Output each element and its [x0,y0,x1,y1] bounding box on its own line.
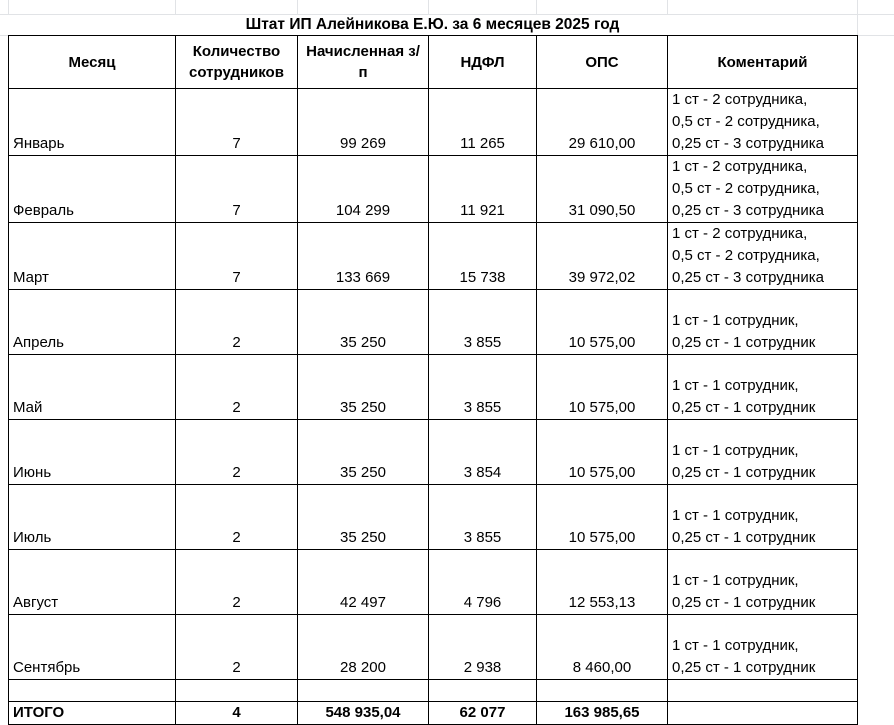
ndfl-cell[interactable]: 3 855 [429,290,537,355]
employees-cell[interactable]: 7 [176,223,298,290]
comment-line: 0,25 ст - 1 сотрудник [672,594,816,611]
month-cell[interactable]: Март [9,223,176,290]
comment-line: 1 ст - 2 сотрудника, [672,91,808,108]
comment-line: 0,5 ст - 2 сотрудника, [672,180,820,197]
ops-cell[interactable]: 10 575,00 [537,290,668,355]
month-cell[interactable]: Июнь [9,420,176,485]
table-body [9,89,858,680]
total-comment[interactable] [668,702,858,725]
comment-cell[interactable] [668,89,858,156]
comment-cell[interactable] [668,615,858,680]
total-employees[interactable]: 4 [176,702,298,725]
total-salary[interactable]: 548 935,04 [298,702,429,725]
employees-cell[interactable]: 7 [176,89,298,156]
salary-cell[interactable]: 35 250 [298,420,429,485]
header-row [9,36,858,89]
total-ndfl[interactable]: 62 077 [429,702,537,725]
ops-cell[interactable]: 10 575,00 [537,355,668,420]
comment-line: 1 ст - 1 сотрудник, [672,507,799,524]
comment-line: 0,25 ст - 1 сотрудник [672,464,816,481]
table-row [9,485,858,550]
month-cell[interactable]: Сентябрь [9,615,176,680]
comment-line: 0,25 ст - 1 сотрудник [672,659,816,676]
header-month[interactable]: Месяц [9,36,176,89]
total-row [9,702,858,725]
comment-line: 1 ст - 2 сотрудника, [672,158,808,175]
ndfl-cell[interactable]: 11 265 [429,89,537,156]
blank-cell[interactable] [429,680,537,702]
employees-cell[interactable]: 2 [176,550,298,615]
total-label[interactable]: ИТОГО [9,702,176,725]
comment-line: 0,25 ст - 3 сотрудника [672,202,824,219]
salary-cell[interactable]: 42 497 [298,550,429,615]
ndfl-cell[interactable]: 11 921 [429,156,537,223]
comment-line: 1 ст - 2 сотрудника, [672,225,808,242]
comment-cell[interactable] [668,290,858,355]
salary-cell[interactable]: 133 669 [298,223,429,290]
comment-line: 1 ст - 1 сотрудник, [672,312,799,329]
employees-cell[interactable]: 2 [176,420,298,485]
blank-cell[interactable] [9,680,176,702]
sheet-title[interactable]: Штат ИП Алейникова Е.Ю. за 6 месяцев 2025 год [8,15,857,35]
salary-cell[interactable]: 35 250 [298,355,429,420]
month-cell[interactable]: Август [9,550,176,615]
ops-cell[interactable]: 29 610,00 [537,89,668,156]
comment-line: 1 ст - 1 сотрудник, [672,377,799,394]
month-cell[interactable]: Июль [9,485,176,550]
comment-cell[interactable] [668,485,858,550]
ops-cell[interactable]: 12 553,13 [537,550,668,615]
employees-cell[interactable]: 2 [176,355,298,420]
table-row [9,615,858,680]
month-cell[interactable]: Февраль [9,156,176,223]
ops-cell[interactable]: 31 090,50 [537,156,668,223]
table-row [9,89,858,156]
comment-line: 0,25 ст - 3 сотрудника [672,269,824,286]
comment-line: 0,25 ст - 1 сотрудник [672,529,816,546]
ndfl-cell[interactable]: 3 855 [429,355,537,420]
comment-line: 0,5 ст - 2 сотрудника, [672,247,820,264]
employees-cell[interactable]: 2 [176,485,298,550]
comment-line: 1 ст - 1 сотрудник, [672,637,799,654]
comment-cell[interactable] [668,223,858,290]
comment-line: 0,25 ст - 1 сотрудник [672,399,816,416]
header-salary[interactable]: Начисленная з/п [298,36,429,89]
ndfl-cell[interactable]: 2 938 [429,615,537,680]
comment-cell[interactable] [668,420,858,485]
ndfl-cell[interactable]: 3 855 [429,485,537,550]
blank-row [9,680,858,702]
table-row [9,290,858,355]
blank-cell[interactable] [668,680,858,702]
payroll-table [8,35,858,725]
table-row [9,355,858,420]
blank-cell[interactable] [298,680,429,702]
comment-cell[interactable] [668,355,858,420]
blank-cell[interactable] [537,680,668,702]
salary-cell[interactable]: 99 269 [298,89,429,156]
comment-line: 1 ст - 1 сотрудник, [672,442,799,459]
ops-cell[interactable]: 10 575,00 [537,420,668,485]
header-ops[interactable]: ОПС [537,36,668,89]
ndfl-cell[interactable]: 15 738 [429,223,537,290]
header-employees[interactable]: Количество сотрудников [176,36,298,89]
employees-cell[interactable]: 2 [176,290,298,355]
employees-cell[interactable]: 7 [176,156,298,223]
table-row [9,420,858,485]
comment-line: 0,5 ст - 2 сотрудника, [672,113,820,130]
ops-cell[interactable]: 10 575,00 [537,485,668,550]
month-cell[interactable]: Апрель [9,290,176,355]
blank-cell[interactable] [176,680,298,702]
comment-cell[interactable] [668,550,858,615]
comment-line: 0,25 ст - 1 сотрудник [672,334,816,351]
comment-cell[interactable] [668,156,858,223]
salary-cell[interactable]: 104 299 [298,156,429,223]
table-row [9,223,858,290]
employees-cell[interactable]: 2 [176,615,298,680]
salary-cell[interactable]: 35 250 [298,290,429,355]
month-cell[interactable]: Май [9,355,176,420]
ndfl-cell[interactable]: 4 796 [429,550,537,615]
table-row [9,550,858,615]
comment-line: 1 ст - 1 сотрудник, [672,572,799,589]
header-comment[interactable]: Коментарий [668,36,858,89]
salary-cell[interactable]: 28 200 [298,615,429,680]
month-cell[interactable]: Январь [9,89,176,156]
comment-line: 0,25 ст - 3 сотрудника [672,135,824,152]
table-row [9,156,858,223]
ndfl-cell[interactable]: 3 854 [429,420,537,485]
header-ndfl[interactable]: НДФЛ [429,36,537,89]
salary-cell[interactable]: 35 250 [298,485,429,550]
ops-cell[interactable]: 39 972,02 [537,223,668,290]
ops-cell[interactable]: 8 460,00 [537,615,668,680]
total-ops[interactable]: 163 985,65 [537,702,668,725]
